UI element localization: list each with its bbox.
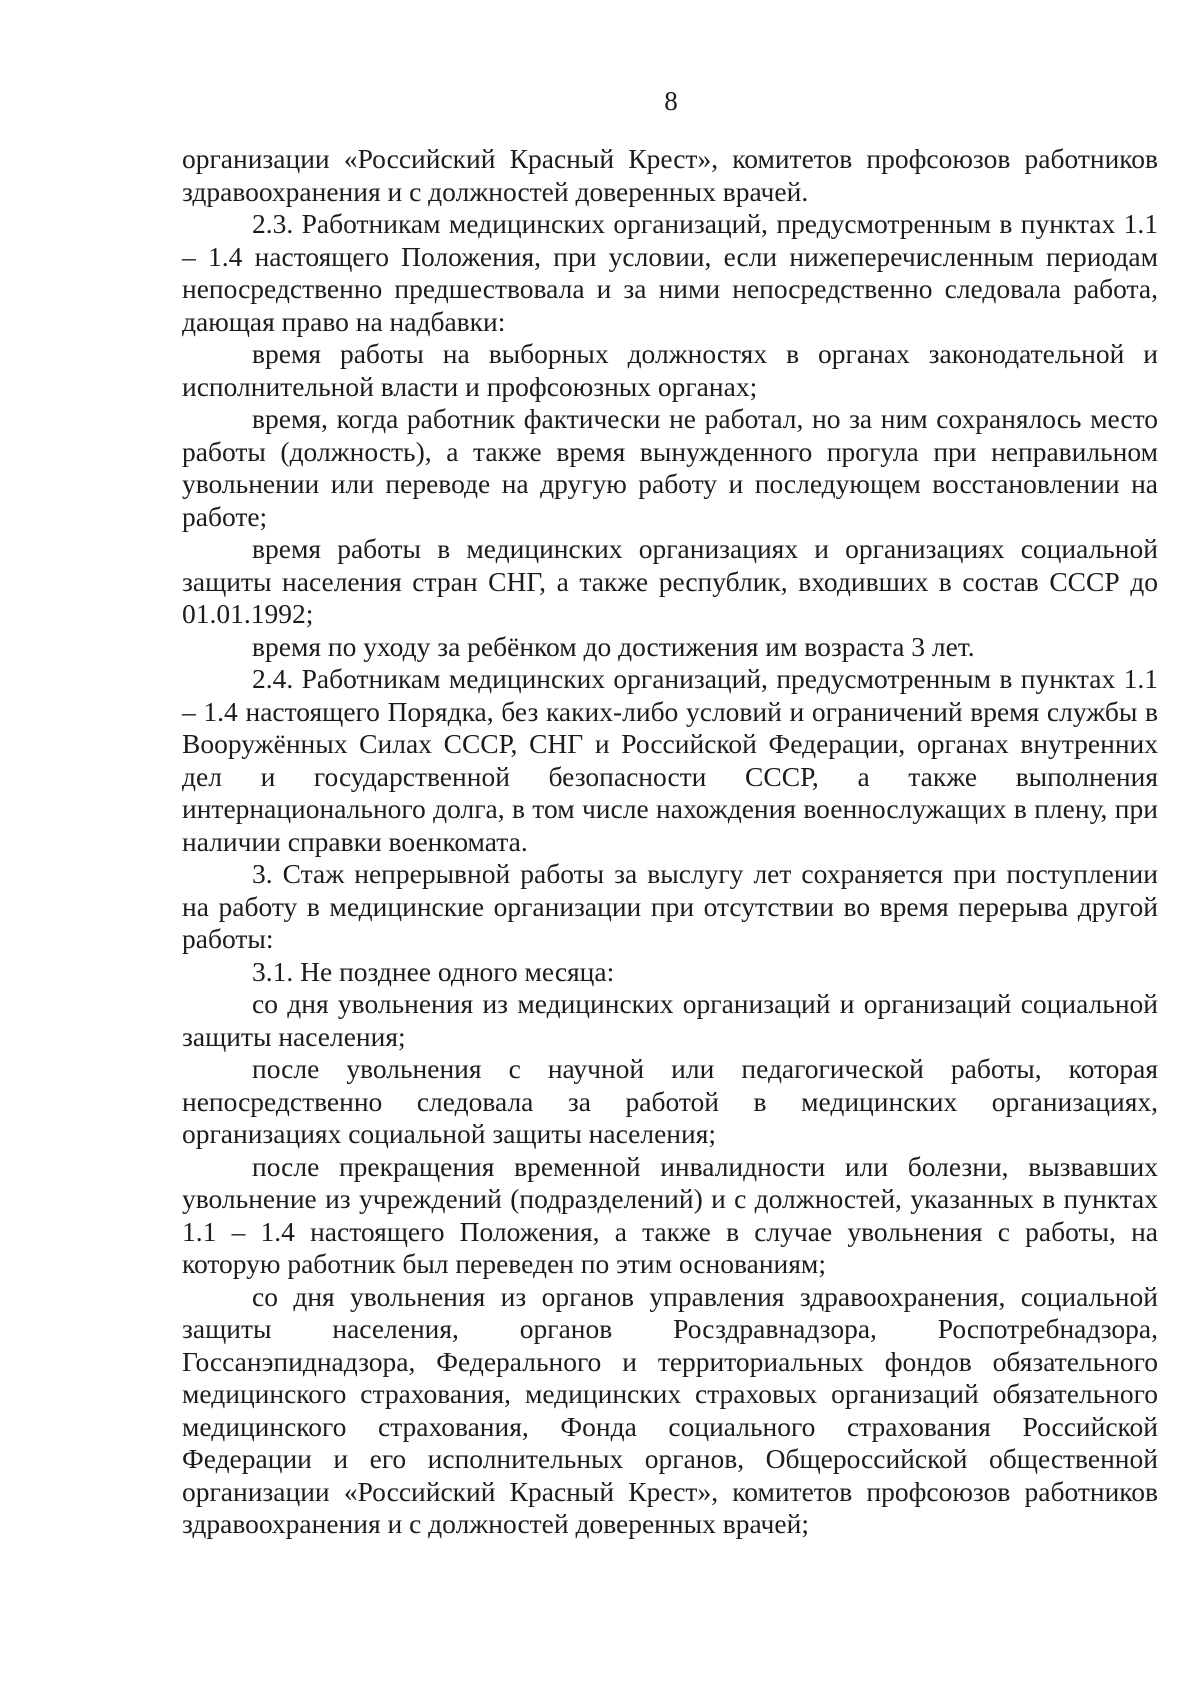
paragraph-2-4: 2.4. Работникам медицинских организаций, предусмотренным в пунктах 1.1 – 1.4 настоящего Порядка, без каких-либо условий и ограничений время службы в Вооружённых Силах СССР, СНГ и Российской Федерации, органах внутренних дел и государственной безопасности СССР, а также выполнения интернационального долга, в том числе нахождения военнослужащих в плену, при наличии справки военкомата.: [182, 663, 1158, 857]
paragraph-3-1: 3.1. Не позднее одного месяца:: [252, 955, 615, 987]
paragraph-3: 3. Стаж непрерывной работы за выслугу лет сохраняется при поступлении на работу в медицинские организации при отсутствии во время перерыва другой работы:: [182, 858, 1158, 954]
paragraph-scientific-work: после увольнения с научной или педагогической работы, которая непосредственно следовала за работой в медицинских организациях, организациях социальной защиты населения;: [182, 1053, 1158, 1149]
paragraph-job-retained: время, когда работник фактически не работал, но за ним сохранялось место работы (должность), а также время вынужденного прогула при неправильном увольнении или переводе на другую работу и последующем восстановлении на работе;: [182, 403, 1158, 532]
paragraph-cis-organizations: время работы в медицинских организациях и организациях социальной защиты населения стран СНГ, а также республик, входивших в состав СССР до 01.01.1992;: [182, 533, 1158, 629]
paragraph-2-3: 2.3. Работникам медицинских организаций, предусмотренным в пунктах 1.1 – 1.4 настоящего Положения, при условии, если нижеперечисленным периодам непосредственно предшествовала и за ними непосредственно следовала работа, дающая право на надбавки:: [182, 208, 1158, 337]
document-body: [182, 143, 1158, 1541]
paragraph-government-bodies: со дня увольнения из органов управления здравоохранения, социальной защиты населения, органов Росздравнадзора, Роспотребнадзора, Госсанэпиднадзора, Федерального и территориальных фондов обязательного медицинского страхования, медицинских страховых организаций обязательного медицинского страхования, Фонда социального страхования Российской Федерации и его исполнительных органов, Общероссийской общественной организации «Российский Красный Крест», комитетов профсоюзов работников здравоохранения и с должностей доверенных врачей;: [182, 1280, 1158, 1539]
paragraph-childcare: время по уходу за ребёнком до достижения им возраста 3 лет.: [252, 630, 975, 662]
page-number: 8: [664, 86, 678, 116]
paragraph-dismissal-medical: со дня увольнения из медицинских организаций и организаций социальной защиты населения;: [182, 988, 1158, 1052]
paragraph-continuation: организации «Российский Красный Крест», комитетов профсоюзов работников здравоохранения и с должностей доверенных врачей.: [182, 143, 1158, 207]
paragraph-elected-positions: время работы на выборных должностях в органах законодательной и исполнительной власти и профсоюзных органах;: [182, 338, 1158, 402]
paragraph-disability: после прекращения временной инвалидности или болезни, вызвавших увольнение из учреждений (подразделений) и с должностей, указанных в пунктах 1.1 – 1.4 настоящего Положения, а также в случае увольнения с работы, на которую работник был переведен по этим основаниям;: [182, 1150, 1158, 1279]
